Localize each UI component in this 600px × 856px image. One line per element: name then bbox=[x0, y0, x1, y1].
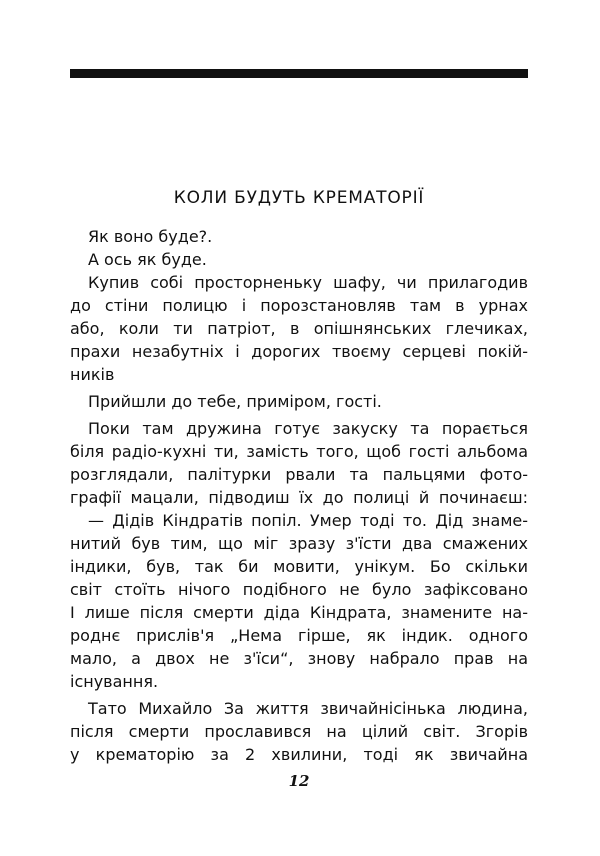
text-line: до стіни полицю і порозстановляв там в урнах bbox=[70, 296, 528, 315]
top-rule bbox=[70, 69, 528, 78]
text-line: нитий був тим, що міг зразу з'їсти два смажених bbox=[70, 534, 528, 553]
text-line: прахи незабутніх і дорогих твоєму серцеві покій- bbox=[70, 342, 528, 361]
text-line: розглядали, палітурки рвали та пальцями фото- bbox=[70, 465, 528, 484]
text-line: або, коли ти патріот, в опішнянських глечиках, bbox=[70, 319, 528, 338]
text-line: індики, був, так би мовити, унікум. Бо скільки bbox=[70, 557, 528, 576]
text-line: Тато Михайло За життя звичайнісінька людина, bbox=[88, 699, 528, 718]
text-line: Прийшли до тебе, приміром, гості. bbox=[88, 392, 382, 411]
text-line: А ось як буде. bbox=[88, 250, 207, 269]
text-line: світ стоїть нічого подібного не було зафіксовано bbox=[70, 580, 528, 599]
text-line: після смерти прославився на цілий світ. Згорів bbox=[70, 722, 528, 741]
text-line: роднє прислів'я „Нема гірше, як індик. одного bbox=[70, 626, 528, 645]
text-line: Поки там дружина готує закуску та порається bbox=[88, 419, 528, 438]
text-line: Купив собі просторненьку шафу, чи прилагодив bbox=[88, 273, 528, 292]
text-line: існування. bbox=[70, 672, 159, 691]
text-line: — Дідів Кіндратів попіл. Умер тоді то. Дід знаме- bbox=[88, 511, 528, 530]
text-line: Як воно буде?. bbox=[88, 227, 213, 246]
text-line: мало, а двох не з'їси“, знову набрало прав на bbox=[70, 649, 528, 668]
page-number: 12 bbox=[288, 772, 310, 790]
text-line: ників bbox=[70, 365, 115, 384]
body-text bbox=[70, 225, 528, 766]
text-line: графії мацали, підводиш їх до полиці й починаєш: bbox=[70, 488, 528, 507]
text-line: у крематорію за 2 хвилини, тоді як звичайна bbox=[70, 745, 528, 764]
text-line: І лише після смерти діда Кіндрата, знамените на- bbox=[70, 603, 528, 622]
chapter-title: КОЛИ БУДУТЬ КРЕМАТОРІЇ bbox=[173, 188, 425, 208]
text-line: біля радіо-кухні ти, замість того, щоб гості альбома bbox=[70, 442, 528, 461]
